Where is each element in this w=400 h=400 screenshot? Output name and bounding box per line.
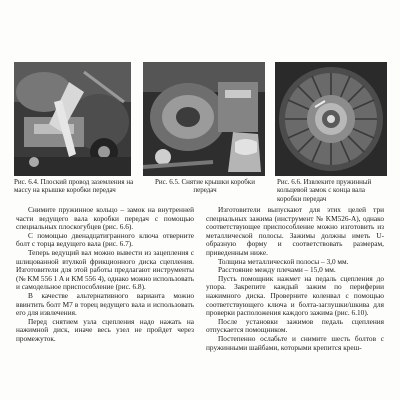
text-column-right [206, 206, 384, 352]
paragraph: Теперь ведущий вал можно вывести из зацепления с шлицованной втулкой фрикционного диска сцепления. Изготовители для этой работы предлагают инструменты (№ KM 556 1 A и KM 556 4), однако можно использовать и самодельное приспособление (рис. 6.8). [16, 247, 194, 292]
paragraph: Изготовители выпускают для этих целей три специальных зажима (инструмент № KM526-A), однако соответствующее приспособление можно изготовить из металлической полосы. Зажимы должны иметь U-образную форму и соответствовать размерам, приведенным ниже. [206, 205, 384, 257]
figure-caption-1: Рис. 6.4. Плоский провод заземления на массу на крышке коробки передач [14, 178, 134, 195]
paragraph: Постепенно ослабьте и снимите шесть болтов с пружинными шайбами, которыми крепится креш- [206, 333, 384, 352]
figure-caption-3: Рис. 6.6. Извлеките пружинный кольцевой замок с конца вала коробки передач [277, 178, 372, 203]
figure-photo-1 [14, 62, 131, 176]
gearbox-cover-photo [143, 62, 265, 176]
paragraph: Пусть помощник нажмет на педаль сцепления до упора. Закрепите каждый зажим по периферии нажимного диска. Проверните коленвал с помощью соответствующего ключа и болта-заглушки/шкива для проверки расположения каждого зажима (рис. 6.10). [206, 273, 384, 318]
paragraph: Расстояние между плечами – 15,0 мм. [218, 265, 336, 275]
figure-photo-2 [143, 62, 265, 176]
figure-photo-3 [275, 62, 387, 176]
paragraph: С помощью двенадцатигранного ключа отверните болт с торца ведущего вала (рис. 6.7). [16, 230, 194, 249]
figure-caption-2: Рис. 6.5. Снятие крышки коробки передач [155, 178, 255, 195]
ground-strap-photo [14, 62, 131, 176]
paragraph: Перед снятием узла сцепления надо нажать на нажимной диск, иначе весь узел не пройдет через промежуток. [16, 316, 194, 343]
paragraph: В качестве альтернативного варианта можно ввинтить болт М7 в торец ведущего вала и использовать его для извлечения. [16, 290, 194, 318]
paragraph: Толщина металлической полосы – 3,0 мм. [218, 256, 349, 266]
clutch-disc-photo [275, 62, 387, 176]
text-column-left [16, 206, 194, 344]
paragraph: Снимите пружинное кольцо – замок на внутренней части ведущего вала коробки передач с помощью специальных плоскогубцев (рис. 6.6). [16, 205, 194, 232]
paragraph: После установки зажимов педаль сцепления отпускается помощником. [206, 316, 384, 335]
